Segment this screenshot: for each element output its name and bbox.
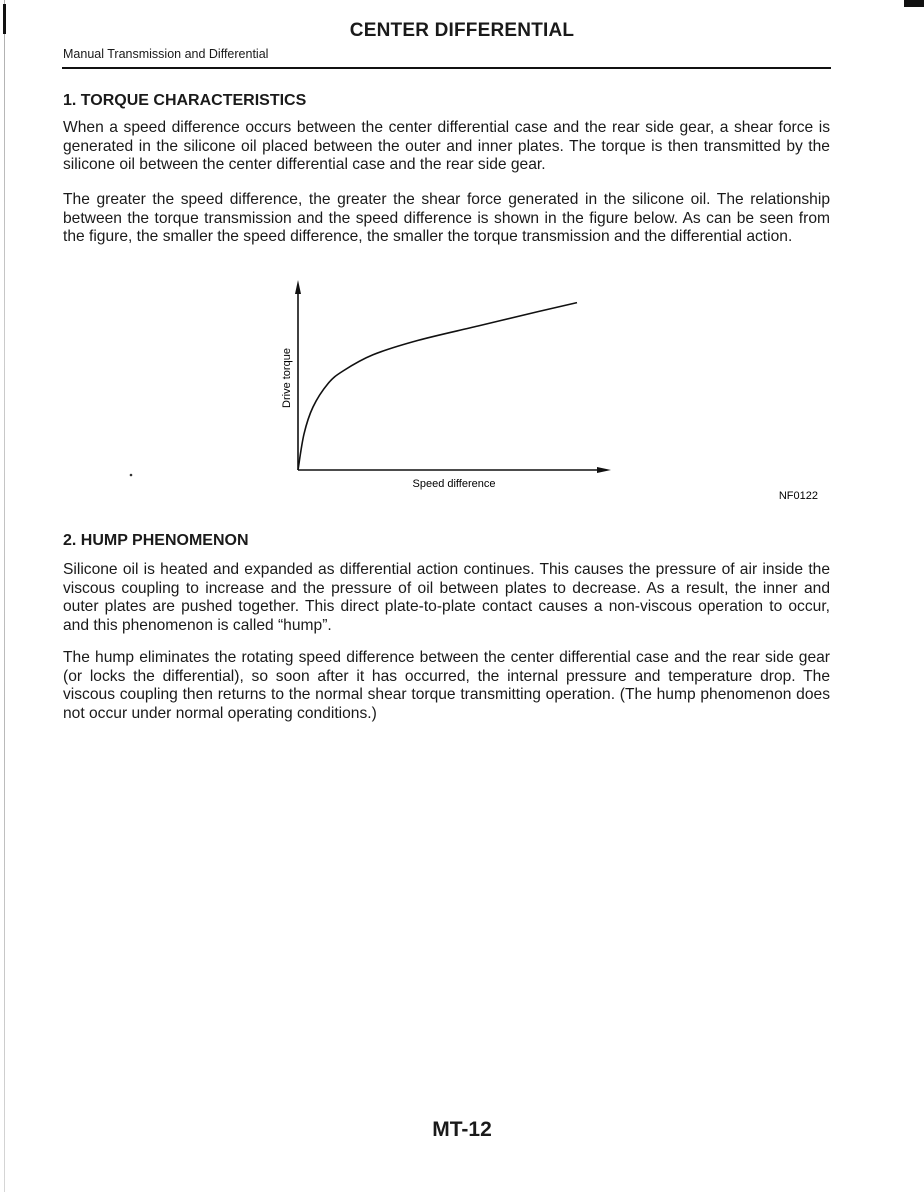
torque-chart — [0, 270, 924, 510]
header-rule — [62, 67, 831, 69]
paragraph-torque-2: The greater the speed difference, the greater the shear force generated in the silicone oil. The relationship between the torque transmission and the speed difference is shown in the figure below. As can be seen from the figure, the smaller the speed difference, the smaller the torque transmission and the differential action. — [63, 191, 830, 246]
torque-speed-figure — [0, 270, 924, 510]
heading-hump-phenomenon: 2. HUMP PHENOMENON — [63, 532, 249, 549]
stray-mark — [130, 474, 133, 477]
heading-torque-characteristics: 1. TORQUE CHARACTERISTICS — [63, 92, 307, 109]
page-title: CENTER DIFFERENTIAL — [349, 20, 575, 41]
y-axis-arrow-icon — [295, 280, 301, 294]
figure-id: NF0122 — [778, 490, 818, 502]
scan-edge-line — [4, 0, 5, 1192]
torque-curve-series-0 — [298, 303, 577, 470]
paragraph-hump-2: The hump eliminates the rotating speed difference between the center differential case and the rear side gear (or locks the differential), so soon after it has occurred, the internal pressure and temperature drop. The viscous coupling then returns to the normal shear torque transmitting operation. (The hump phenomenon does not occur under normal operating conditions.) — [63, 649, 830, 722]
manual-section-label: Manual Transmission and Differential — [63, 47, 269, 61]
paragraph-torque-1: When a speed difference occurs between the center differential case and the rear side gear, a shear force is generated in the silicone oil placed between the outer and inner plates. The torque is then transmitted by the silicone oil between the center differential case and the rear side gear. — [63, 119, 830, 174]
page-number: MT-12 — [432, 1118, 492, 1141]
x-axis-label: Speed difference — [412, 478, 496, 490]
corner-tab-mark — [904, 0, 924, 7]
x-axis-arrow-icon — [597, 467, 611, 473]
y-axis-label: Drive torque — [281, 348, 293, 408]
paragraph-hump-1: Silicone oil is heated and expanded as differential action continues. This causes the pressure of air inside the viscous coupling to increase and the pressure of oil between plates to decrease. As a result, the inner and outer plates are pushed together. This direct plate-to-plate contact causes a non-viscous operation to occur, and this phenomenon is called “hump”. — [63, 561, 830, 634]
